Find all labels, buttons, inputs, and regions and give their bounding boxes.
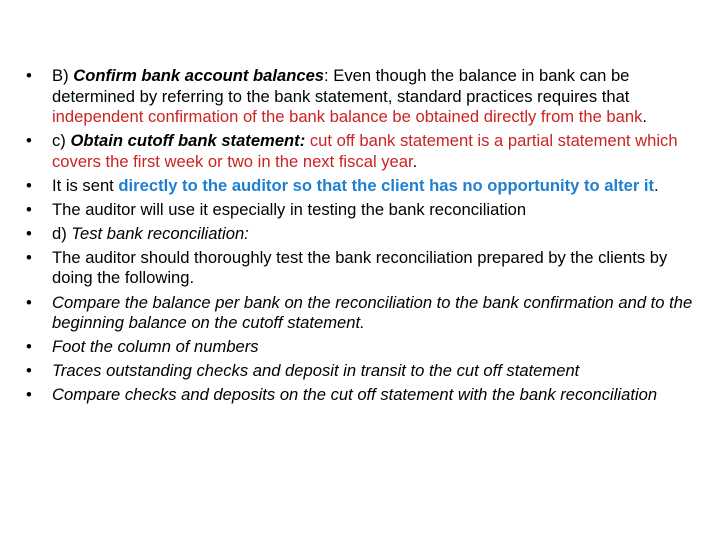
bullet-dot: •	[26, 223, 32, 243]
item-heading: Obtain cutoff bank statement:	[70, 131, 306, 151]
bullet-dot: •	[26, 385, 32, 405]
bullet-item-cutoff-statement	[26, 131, 696, 172]
item-suffix: .	[654, 175, 659, 195]
item-prefix: B)	[52, 66, 74, 85]
bullet-item-compare-balance	[26, 293, 696, 334]
item-prefix: It is sent	[52, 175, 119, 195]
bullet-item-auditor-use	[26, 200, 696, 221]
item-text: : Even though the balance in bank can be determined by referring to the bank statement, standard practices requires that	[52, 66, 630, 106]
bullet-dot: •	[26, 337, 32, 357]
bullet-item-foot-column	[26, 337, 696, 358]
item-text: Foot the column of numbers	[52, 337, 259, 357]
item-highlight: independent confirmation of the bank balance be obtained directly from the bank	[52, 107, 643, 126]
bullet-dot: •	[26, 247, 32, 267]
item-prefix: c)	[52, 131, 71, 151]
item-text: The auditor should thoroughly test the bank reconciliation prepared by the clients by doing the following.	[52, 247, 668, 288]
item-text: The auditor will use it especially in testing the bank reconciliation	[52, 199, 527, 219]
bullet-dot: •	[26, 199, 32, 219]
bullet-dot: •	[26, 131, 32, 151]
bullet-item-confirm-balances	[26, 66, 696, 128]
item-highlight: directly to the auditor so that the client has no opportunity to alter it	[118, 175, 655, 195]
item-prefix: d)	[52, 223, 72, 243]
item-highlight: cut off bank statement is a partial statement which covers the first week or two in the next fiscal year	[52, 131, 678, 171]
item-text: Traces outstanding checks and deposit in transit to the cut off statement	[52, 361, 580, 381]
bullet-dot: •	[26, 175, 32, 195]
item-text: Compare the balance per bank on the reconciliation to the bank confirmation and to the beginning balance on the cutoff statement.	[52, 292, 693, 333]
bullet-item-thorough-test	[26, 248, 696, 289]
bullet-item-sent-directly	[26, 176, 696, 197]
item-heading: Confirm bank account balances	[73, 66, 325, 85]
bullet-dot: •	[26, 66, 32, 85]
item-text: Compare checks and deposits on the cut off statement with the bank reconciliation	[52, 385, 658, 405]
item-suffix: .	[642, 107, 648, 126]
bullet-item-compare-checks	[26, 385, 696, 406]
bullet-item-trace-checks	[26, 361, 696, 382]
bullet-dot: •	[26, 292, 32, 312]
item-heading: Test bank reconciliation:	[71, 223, 249, 243]
bullet-item-test-reconciliation	[26, 224, 696, 245]
item-suffix: .	[412, 151, 418, 171]
bullet-list	[26, 66, 696, 409]
bullet-dot: •	[26, 361, 32, 381]
